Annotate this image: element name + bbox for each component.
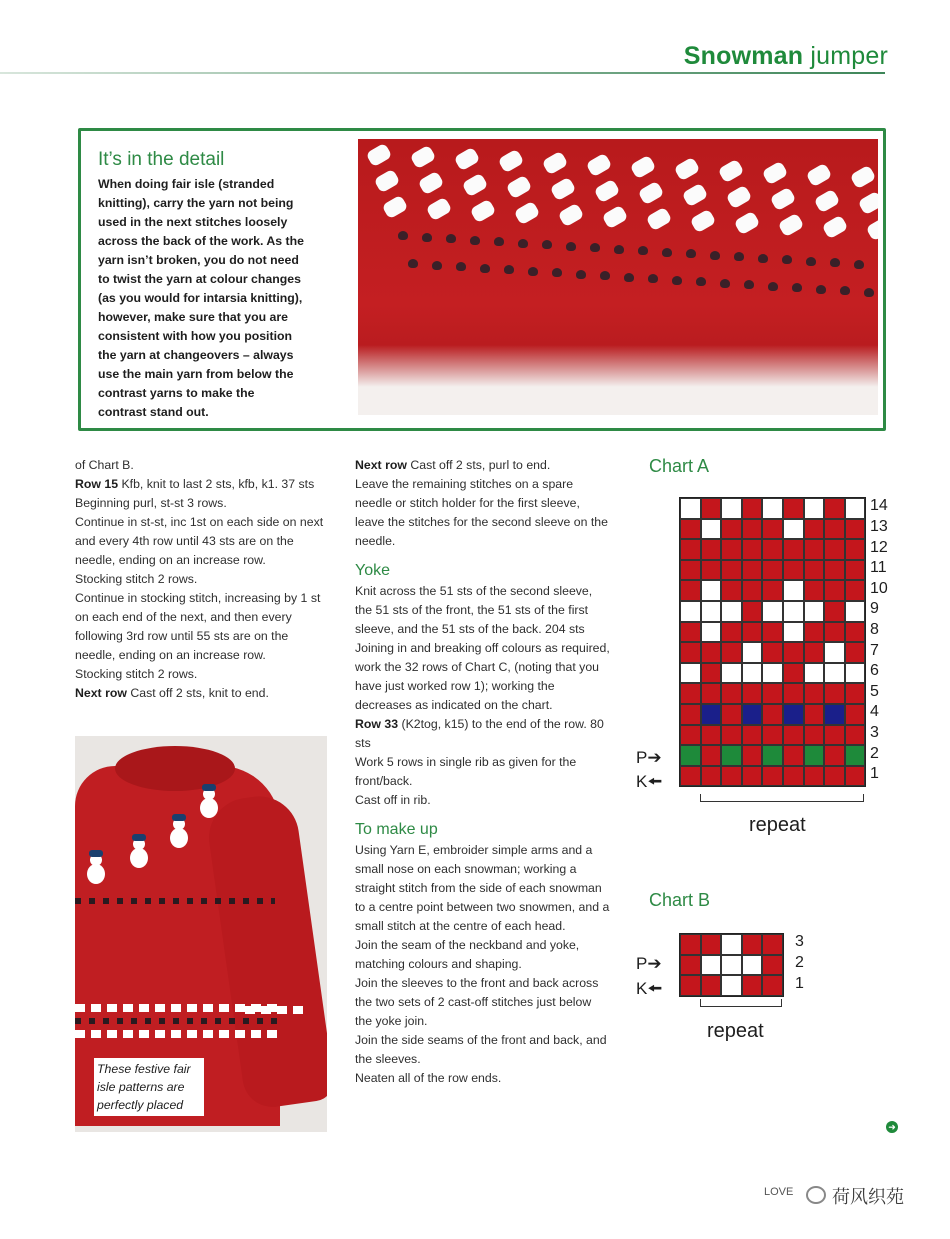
knit-stitch: [717, 159, 744, 184]
chart-cell: [701, 725, 722, 746]
row-number: 2: [795, 953, 804, 971]
chart-cell: [680, 704, 701, 725]
row-number: 1: [870, 765, 879, 783]
knit-stitch: [600, 271, 610, 280]
chart-cell: [701, 498, 722, 519]
row-number: 8: [870, 620, 879, 638]
knit-stitch: [446, 234, 456, 243]
chart-cell: [783, 580, 804, 601]
knit-stitch: [432, 261, 442, 270]
row-number: 6: [870, 662, 879, 680]
row-number: 12: [870, 538, 888, 556]
chart-cell: [742, 622, 763, 643]
chart-cell: [742, 519, 763, 540]
paragraph: Joining in and breaking off colours as required, work the 32 rows of Chart C, (noting that you have just worked row 1); working the decreases as indicated on the chart.: [355, 641, 610, 712]
repeat-bracket: [700, 999, 782, 1007]
chart-cell: [762, 560, 783, 581]
row-number: 3: [795, 933, 804, 951]
knit-stitch: [422, 233, 432, 242]
chart-cell: [721, 745, 742, 766]
chart-cell: [742, 975, 763, 996]
chart-cell: [680, 683, 701, 704]
knit-stitch: [849, 165, 876, 190]
wechat-icon: [806, 1186, 826, 1204]
chart-cell: [824, 580, 845, 601]
knit-stitch: [768, 282, 778, 291]
pattern-band: [75, 898, 275, 904]
chart-cell: [804, 560, 825, 581]
chart-cell: [824, 745, 845, 766]
knit-stitch: [469, 199, 496, 224]
chart-cell: [845, 519, 866, 540]
section-heading-make-up: To make up: [355, 821, 438, 838]
knit-stitch: [840, 286, 850, 295]
chart-cell: [824, 704, 845, 725]
paragraph: Stocking stitch 2 rows.: [75, 572, 198, 586]
chart-cell: [845, 622, 866, 643]
fur-background: [358, 345, 878, 415]
chart-cell: [845, 539, 866, 560]
chart-cell: [762, 975, 783, 996]
chart-cell: [762, 642, 783, 663]
chart-cell: [680, 975, 701, 996]
knit-stitch: [734, 252, 744, 261]
detail-title: It’s in the detail: [98, 149, 225, 170]
knit-stitch: [365, 143, 392, 168]
chart-cell: [721, 766, 742, 787]
chart-cell: [845, 766, 866, 787]
chart-cell: [680, 663, 701, 684]
pattern-band: [245, 1006, 305, 1014]
knit-stitch: [549, 177, 576, 202]
chart-cell: [701, 663, 722, 684]
chart-cell: [721, 955, 742, 976]
knit-stitch: [761, 161, 788, 186]
knit-stitch: [590, 243, 600, 252]
knit-stitch: [744, 280, 754, 289]
chart-cell: [680, 955, 701, 976]
chart-cell: [804, 683, 825, 704]
knit-marker: K🠘: [636, 979, 663, 998]
pattern-band: [75, 1030, 280, 1038]
header-rule: [0, 72, 885, 74]
row-number: 4: [870, 703, 879, 721]
chart-cell: [680, 519, 701, 540]
chart-cell: [824, 766, 845, 787]
paragraph: Next row Cast off 2 sts, purl to end.: [355, 458, 551, 472]
knit-stitch: [542, 240, 552, 249]
knit-stitch: [806, 257, 816, 266]
repeat-bracket: [700, 794, 864, 802]
knit-stitch: [494, 237, 504, 246]
chart-a-title: Chart A: [649, 456, 710, 476]
chartA-grid: [679, 497, 866, 787]
paragraph: Next row Cast off 2 sts, knit to end.: [75, 686, 269, 700]
chart-cell: [824, 642, 845, 663]
paragraph: Stocking stitch 2 rows.: [75, 667, 198, 681]
chart-cell: [845, 601, 866, 622]
photo-caption: These festive fair isle patterns are perfectly placed: [94, 1058, 204, 1116]
knit-stitch: [725, 185, 752, 210]
chart-cell: [680, 601, 701, 622]
chart-cell: [742, 766, 763, 787]
jumper-neck: [115, 746, 235, 791]
knit-stitch: [480, 264, 490, 273]
chart-cell: [845, 704, 866, 725]
chart-cell: [845, 663, 866, 684]
chart-cell: [783, 498, 804, 519]
chart-cell: [742, 601, 763, 622]
knit-stitch: [614, 245, 624, 254]
chart-cell: [742, 955, 763, 976]
knit-stitch: [398, 231, 408, 240]
chart-cell: [721, 704, 742, 725]
knit-stitch: [381, 195, 408, 220]
chart-cell: [701, 642, 722, 663]
chart-cell: [742, 683, 763, 704]
row-number: 2: [870, 744, 879, 762]
purl-marker: P➔: [636, 748, 662, 767]
chart-cell: [721, 560, 742, 581]
knit-stitch: [637, 181, 664, 206]
chart-cell: [804, 704, 825, 725]
chart-cell: [804, 642, 825, 663]
chart-cell: [824, 725, 845, 746]
detail-text: When doing fair isle (stranded knitting), carry the yarn not being used in the next stitches loosely across the back of the work. As the yarn isn’t broken, you do not need to twist the yarn at colour changes (as you would for intarsia knitting), however, make sure that you are consistent with how you position the yarn at changeovers – always use the main yarn from below the contrast yarns to make the contrast stand out.: [98, 177, 304, 419]
row-number: 13: [870, 517, 888, 535]
paragraph: of Chart B.: [75, 458, 134, 472]
chart-cell: [824, 683, 845, 704]
knit-stitch: [576, 270, 586, 279]
chart-cell: [701, 601, 722, 622]
chart-cell: [701, 622, 722, 643]
knit-stitch: [854, 260, 864, 269]
chart-cell: [783, 704, 804, 725]
detail-box: [78, 128, 886, 431]
chart-cell: [824, 498, 845, 519]
chart-cell: [845, 580, 866, 601]
knit-stitch: [805, 163, 832, 188]
knit-stitch: [566, 242, 576, 251]
knit-stitch: [865, 217, 878, 242]
chart-cell: [762, 934, 783, 955]
knit-stitch: [593, 179, 620, 204]
chart-cell: [701, 539, 722, 560]
chart-cell: [824, 601, 845, 622]
chart-cell: [804, 539, 825, 560]
paragraph: Join the side seams of the front and back, and the sleeves.: [355, 1033, 607, 1066]
chart-cell: [804, 519, 825, 540]
chart-cell: [762, 766, 783, 787]
chart-cell: [762, 622, 783, 643]
paragraph: Beginning purl, st-st 3 rows.: [75, 496, 227, 510]
chart-cell: [742, 745, 763, 766]
chart-cell: [721, 975, 742, 996]
chart-cell: [804, 745, 825, 766]
knit-stitch: [681, 183, 708, 208]
text-column-2: [355, 456, 610, 1088]
chart-cell: [845, 560, 866, 581]
chart-cell: [824, 663, 845, 684]
knit-stitch: [864, 288, 874, 297]
chart-cell: [762, 683, 783, 704]
chart-cell: [804, 663, 825, 684]
purl-marker: P➔: [636, 954, 662, 973]
chart-cell: [701, 683, 722, 704]
chart-cell: [721, 498, 742, 519]
chart-cell: [701, 745, 722, 766]
knit-stitch: [689, 209, 716, 234]
chart-cell: [742, 580, 763, 601]
paragraph: Continue in stocking stitch, increasing by 1 st on each end of the next, and then every following 3rd row until 55 sts are on the needle, ending on an increase row.: [75, 591, 321, 662]
chart-cell: [804, 725, 825, 746]
chart-cell: [742, 704, 763, 725]
knit-stitch: [518, 239, 528, 248]
chart-cell: [762, 704, 783, 725]
jumper-photo: [75, 736, 327, 1132]
chart-cell: [845, 498, 866, 519]
chart-cell: [845, 642, 866, 663]
chart-cell: [762, 601, 783, 622]
chart-cell: [762, 955, 783, 976]
chart-cell: [680, 580, 701, 601]
chart-cell: [804, 766, 825, 787]
knit-stitch: [638, 246, 648, 255]
chart-cell: [742, 498, 763, 519]
chart-cell: [783, 663, 804, 684]
knit-marker: K🠘: [636, 772, 663, 791]
knit-stitch: [686, 249, 696, 258]
chart-cell: [721, 683, 742, 704]
knit-stitch: [769, 187, 796, 212]
text-column-1: [75, 456, 330, 703]
chart-cell: [721, 725, 742, 746]
paragraph: Leave the remaining stitches on a spare needle or stitch holder for the first sleeve, leave the stitches for the second sleeve on the needle.: [355, 477, 608, 548]
chart-cell: [824, 519, 845, 540]
knit-stitch: [461, 173, 488, 198]
paragraph: Knit across the 51 sts of the second sleeve, the 51 sts of the front, the 51 sts of the first sleeve, and the 51 sts of the back. 204 sts: [355, 584, 593, 636]
knit-stitch: [857, 191, 878, 216]
knit-stitch: [585, 153, 612, 178]
chart-cell: [680, 539, 701, 560]
chart-cell: [762, 580, 783, 601]
knit-stitch: [645, 207, 672, 232]
knit-stitch: [662, 248, 672, 257]
pattern-band: [75, 1018, 280, 1024]
knit-stitch: [830, 258, 840, 267]
chart-cell: [742, 560, 763, 581]
row-number: 9: [870, 600, 879, 618]
chart-cell: [783, 642, 804, 663]
paragraph: Cast off in rib.: [355, 793, 431, 807]
chart-cell: [824, 539, 845, 560]
chart-cell: [845, 683, 866, 704]
snowman-icon: [130, 838, 148, 868]
chart-cell: [680, 745, 701, 766]
chart-cell: [845, 745, 866, 766]
chart-cell: [783, 766, 804, 787]
page-title: Snowman jumper: [683, 42, 888, 70]
chart-cell: [742, 663, 763, 684]
chart-cell: [742, 934, 763, 955]
chart-cell: [701, 580, 722, 601]
chart-cell: [762, 663, 783, 684]
knit-stitch: [373, 169, 400, 194]
knit-stitch: [673, 157, 700, 182]
chart-cell: [804, 498, 825, 519]
chart-cell: [824, 560, 845, 581]
knit-stitch: [557, 203, 584, 228]
knit-stitch: [648, 274, 658, 283]
knit-stitch: [541, 151, 568, 176]
paragraph: Row 33 (K2tog, k15) to the end of the row. 80 sts: [355, 717, 604, 750]
snowman-icon: [87, 854, 105, 884]
chart-cell: [783, 601, 804, 622]
knit-stitch: [425, 197, 452, 222]
knit-stitch: [504, 265, 514, 274]
knit-stitch: [821, 215, 848, 240]
knit-stitch: [624, 273, 634, 282]
knit-stitch: [792, 283, 802, 292]
chart-cell: [721, 539, 742, 560]
chart-cell: [721, 663, 742, 684]
chart-cell: [783, 745, 804, 766]
chart-cell: [701, 934, 722, 955]
chart-cell: [783, 539, 804, 560]
watermark: 荷风织苑: [832, 1187, 904, 1207]
knit-stitch: [497, 149, 524, 174]
chart-cell: [721, 601, 742, 622]
knit-stitch: [408, 259, 418, 268]
chart-cell: [742, 539, 763, 560]
chart-cell: [701, 704, 722, 725]
chart-cell: [721, 642, 742, 663]
chart-cell: [680, 622, 701, 643]
chart-cell: [762, 539, 783, 560]
chart-cell: [783, 683, 804, 704]
next-page-icon: ➜: [886, 1121, 898, 1133]
knit-stitch: [456, 262, 466, 271]
repeat-label: repeat: [707, 1020, 764, 1042]
chart-cell: [762, 519, 783, 540]
chart-cell: [783, 725, 804, 746]
chart-cell: [804, 622, 825, 643]
knitting-closeup-photo: [358, 139, 878, 415]
paragraph: Neaten all of the row ends.: [355, 1071, 502, 1085]
chart-cell: [762, 498, 783, 519]
chart-cell: [804, 601, 825, 622]
knit-stitch: [505, 175, 532, 200]
knit-stitch: [777, 213, 804, 238]
knit-stitch: [813, 189, 840, 214]
chart-cell: [762, 725, 783, 746]
chart-cell: [742, 642, 763, 663]
footer-text: LOVE: [764, 1186, 794, 1198]
chart-cell: [680, 934, 701, 955]
chart-cell: [721, 934, 742, 955]
chart-cell: [783, 622, 804, 643]
chart-cell: [701, 766, 722, 787]
knit-stitch: [409, 145, 436, 170]
row-number: 5: [870, 682, 879, 700]
paragraph: Work 5 rows in single rib as given for the front/back.: [355, 755, 577, 788]
knit-stitch: [720, 279, 730, 288]
knit-stitch: [696, 277, 706, 286]
row-number: 11: [870, 559, 887, 577]
knit-stitch: [710, 251, 720, 260]
chart-cell: [680, 498, 701, 519]
chart-cell: [783, 560, 804, 581]
paragraph: Join the seam of the neckband and yoke, matching colours and shaping.: [355, 938, 580, 971]
chart-cell: [680, 560, 701, 581]
chart-cell: [680, 766, 701, 787]
knit-stitch: [758, 254, 768, 263]
chart-cell: [845, 725, 866, 746]
chartB-grid: [679, 933, 784, 997]
row-number: 3: [870, 723, 879, 741]
snowman-icon: [170, 818, 188, 848]
knit-stitch: [782, 255, 792, 264]
row-number: 14: [870, 497, 888, 515]
chart-cell: [701, 975, 722, 996]
snowman-icon: [200, 788, 218, 818]
section-heading-yoke: Yoke: [355, 562, 390, 579]
chart-b-title: Chart B: [649, 890, 711, 910]
chart-cell: [824, 622, 845, 643]
knit-stitch: [629, 155, 656, 180]
paragraph: Join the sleeves to the front and back across the two sets of 2 cast-off stitches just below the yoke join.: [355, 976, 599, 1028]
repeat-label: repeat: [749, 814, 806, 836]
chart-cell: [721, 519, 742, 540]
chart-cell: [721, 580, 742, 601]
knit-stitch: [453, 147, 480, 172]
chart-cell: [742, 725, 763, 746]
row-number: 7: [870, 641, 879, 659]
knit-stitch: [601, 205, 628, 230]
row-number: 1: [795, 974, 804, 992]
chart-cell: [721, 622, 742, 643]
chart-cell: [762, 745, 783, 766]
row-number: 10: [870, 579, 888, 597]
chart-cell: [680, 725, 701, 746]
knit-stitch: [552, 268, 562, 277]
knit-stitch: [417, 171, 444, 196]
chart-cell: [804, 580, 825, 601]
knit-stitch: [528, 267, 538, 276]
knit-stitch: [816, 285, 826, 294]
knit-stitch: [672, 276, 682, 285]
chart-cell: [783, 519, 804, 540]
chart-cell: [701, 560, 722, 581]
chart-cell: [701, 519, 722, 540]
knit-stitch: [513, 201, 540, 226]
knit-stitch: [733, 211, 760, 236]
chart-cell: [701, 955, 722, 976]
paragraph: Using Yarn E, embroider simple arms and a small nose on each snowman; working a straight stitch from the side of each snowman to a centre point between two snowmen, and a small stitch at the centre of each head.: [355, 843, 610, 933]
knit-stitch: [470, 236, 480, 245]
chart-cell: [680, 642, 701, 663]
paragraph: Row 15 Kfb, knit to last 2 sts, kfb, k1. 37 sts: [75, 477, 315, 491]
paragraph: Continue in st-st, inc 1st on each side on next and every 4th row until 43 sts are on the needle, ending on an increase row.: [75, 515, 324, 567]
